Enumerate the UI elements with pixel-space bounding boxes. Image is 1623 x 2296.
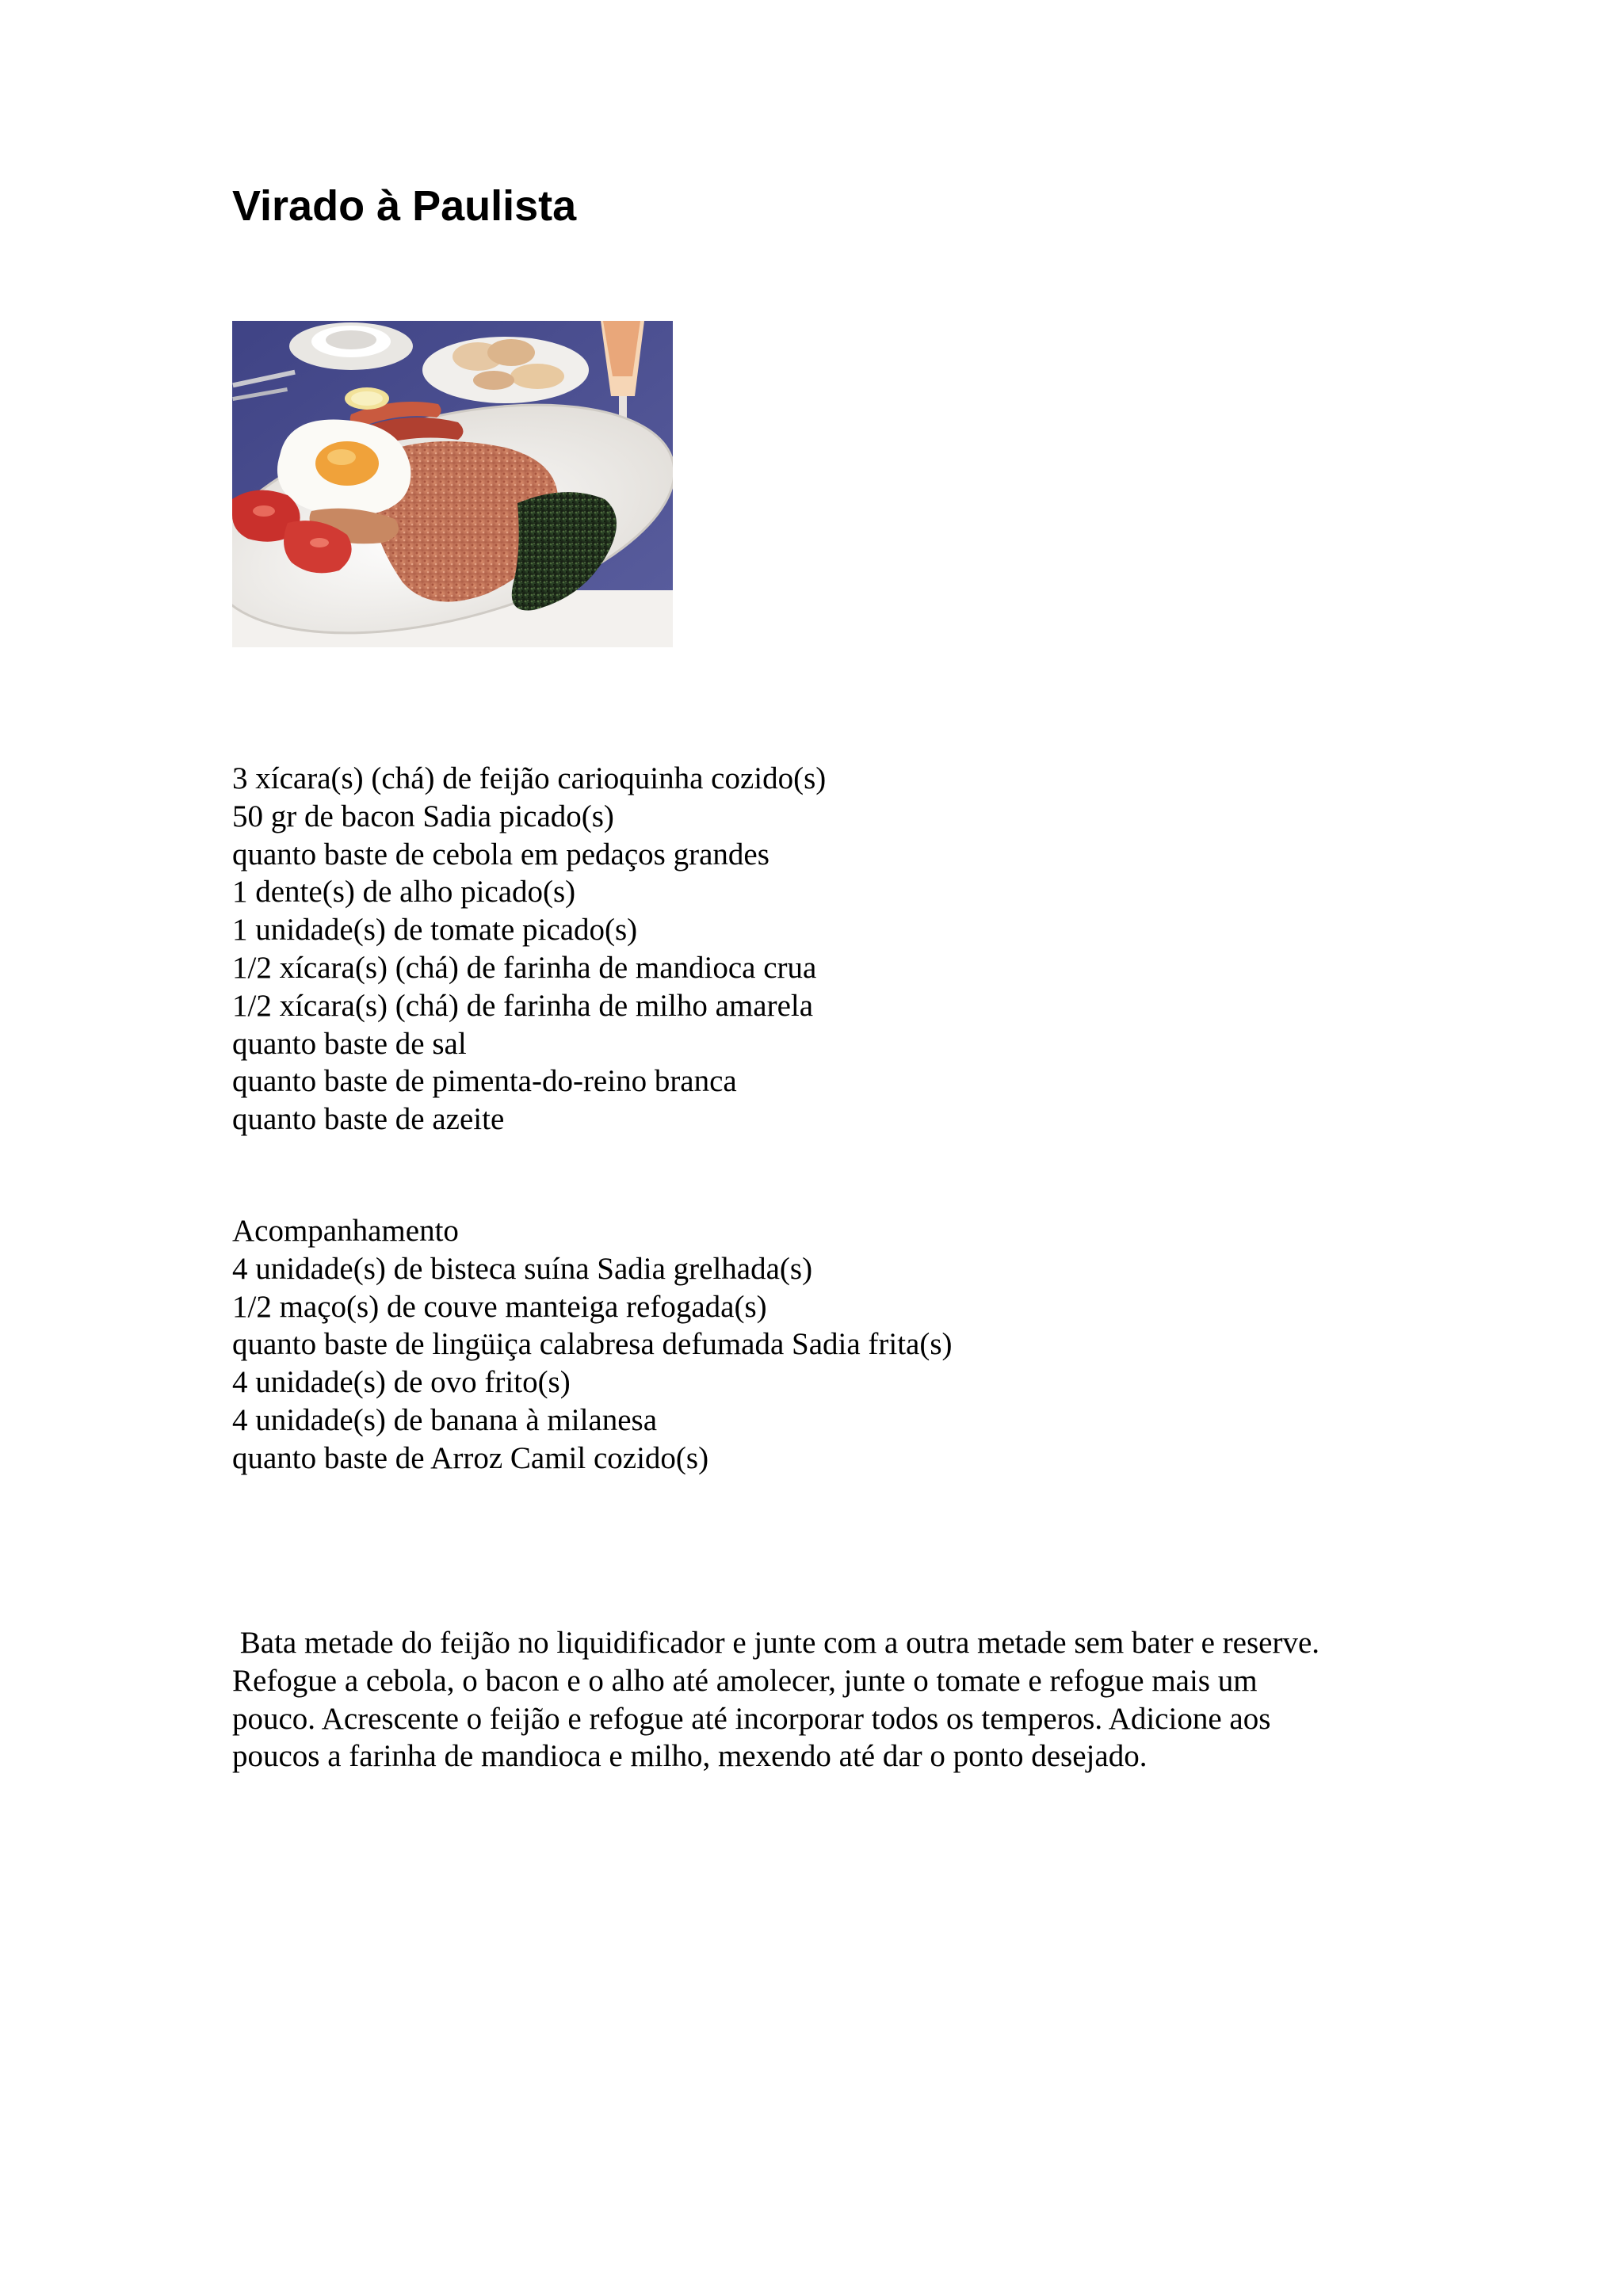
ingredient-item: 1 dente(s) de alho picado(s)	[232, 875, 576, 910]
ingredient-item: 50 gr de bacon Sadia picado(s)	[232, 799, 614, 833]
ingredient-item: 1 unidade(s) de tomate picado(s)	[232, 913, 638, 948]
ingredient-item: 1/2 xícara(s) (chá) de farinha de milho amarela	[232, 988, 814, 1023]
ingredient-item: quanto baste de azeite	[232, 1102, 505, 1137]
method-paragraph	[232, 1624, 1405, 1775]
accompaniment-item: 4 unidade(s) de banana à milanesa	[232, 1402, 658, 1437]
ingredients-list	[232, 760, 826, 1138]
ingredient-item: quanto baste de pimenta-do-reino branca	[232, 1064, 737, 1099]
recipe-title: Virado à Paulista	[232, 182, 577, 230]
accompaniment-item: quanto baste de Arroz Camil cozido(s)	[232, 1440, 709, 1475]
accompaniment-item: 4 unidade(s) de bisteca suína Sadia grelhada(s)	[232, 1251, 813, 1286]
dish-photo	[232, 321, 673, 647]
accompaniment-item: 4 unidade(s) de ovo frito(s)	[232, 1365, 571, 1400]
accompaniment-heading: Acompanhamento	[232, 1214, 459, 1248]
accompaniment-list	[232, 1212, 953, 1478]
method-line: poucos a farinha de mandioca e milho, mexendo até dar o ponto desejado.	[232, 1739, 1148, 1774]
accompaniment-item: 1/2 maço(s) de couve manteiga refogada(s)	[232, 1289, 767, 1324]
ingredient-item: 3 xícara(s) (chá) de feijão carioquinha cozido(s)	[232, 761, 827, 795]
method-line: pouco. Acrescente o feijão e refogue até incorporar todos os temperos. Adicione aos	[232, 1701, 1271, 1736]
ingredient-item: 1/2 xícara(s) (chá) de farinha de mandioca crua	[232, 950, 817, 985]
ingredient-item: quanto baste de cebola em pedaços grandes	[232, 837, 769, 871]
accompaniment-item: quanto baste de lingüiça calabresa defumada Sadia frita(s)	[232, 1327, 953, 1362]
method-line: Bata metade do feijão no liquidificador e junte com a outra metade sem bater e reserve.	[232, 1626, 1320, 1660]
ingredient-item: quanto baste de sal	[232, 1026, 467, 1061]
method-line: Refogue a cebola, o bacon e o alho até amolecer, junte o tomate e refogue mais um	[232, 1663, 1258, 1698]
